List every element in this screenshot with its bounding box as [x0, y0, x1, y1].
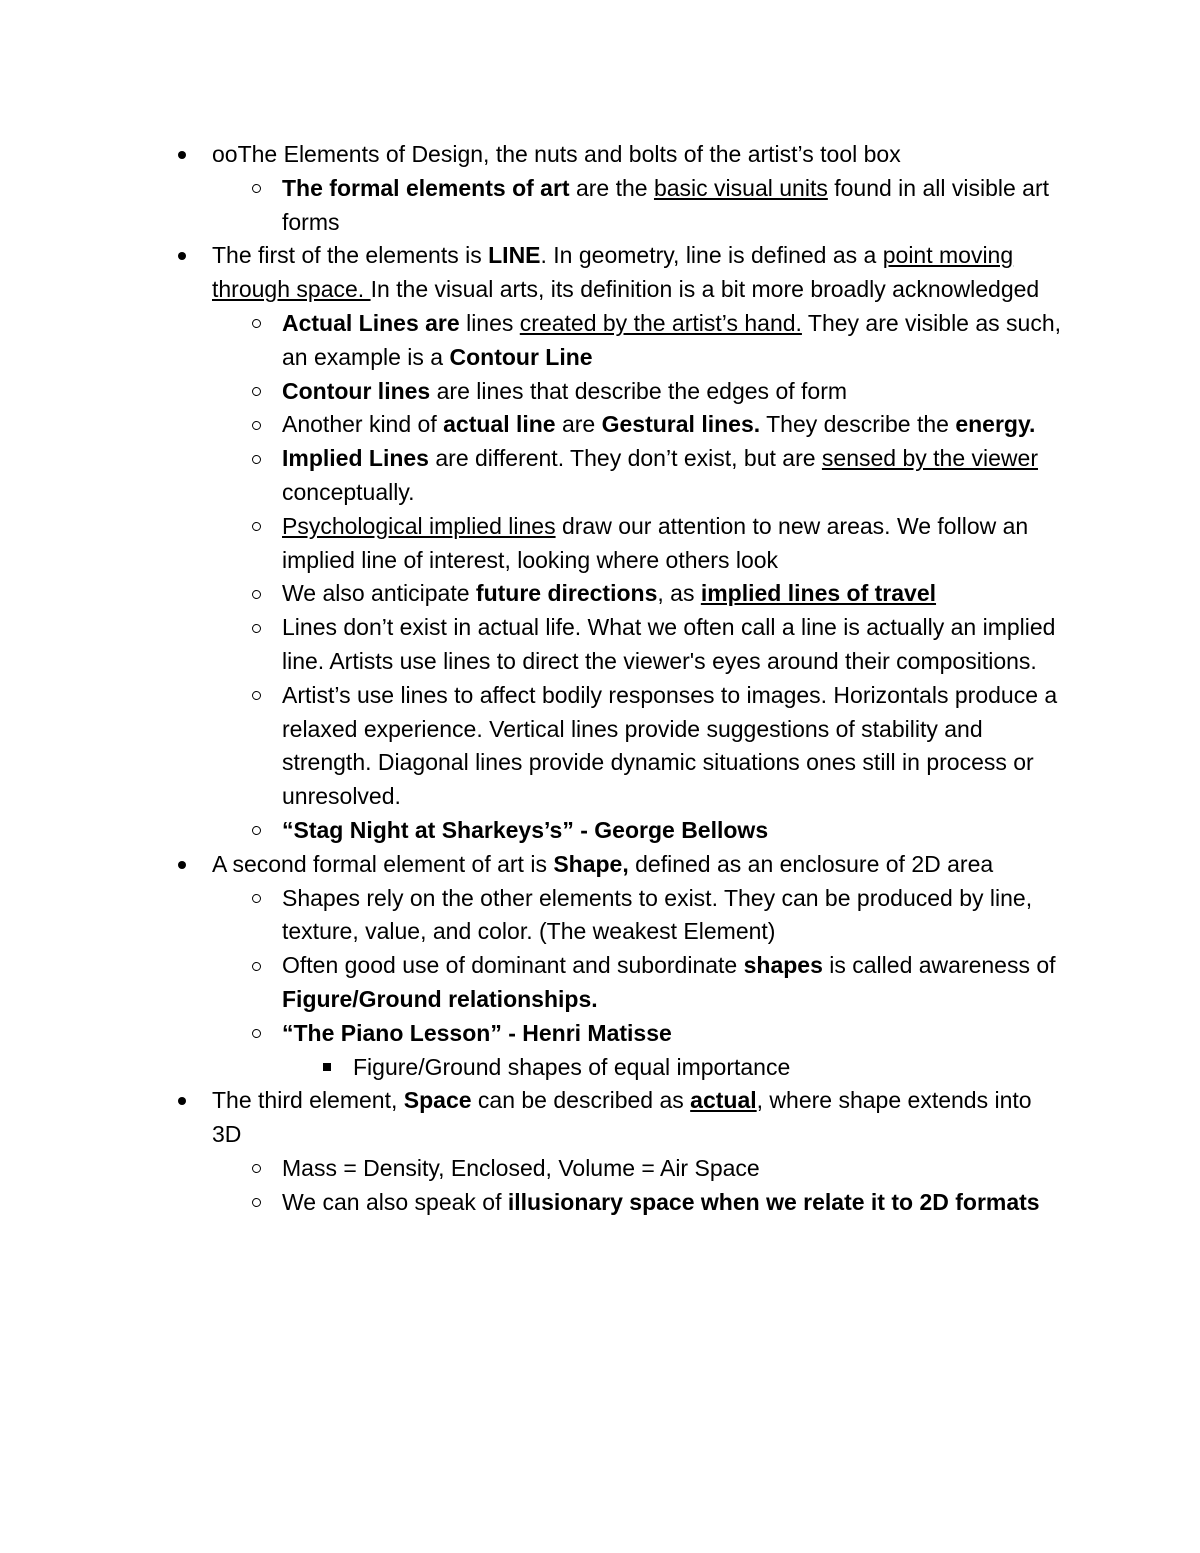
list-item-text: A second formal element of art is Shape, defined as an enclosure of 2D area — [212, 850, 994, 877]
list-item-level-2 — [0, 375, 1062, 409]
list-item-level-2 — [0, 814, 1062, 848]
filled-circle-bullet-icon — [172, 138, 192, 172]
hollow-circle-bullet-icon — [246, 307, 266, 341]
hollow-circle-bullet-icon — [246, 1186, 266, 1220]
list-item-level-2 — [0, 577, 1062, 611]
hollow-circle-bullet-icon — [246, 1017, 266, 1051]
list-item-level-2 — [0, 679, 1062, 814]
list-item-text: Figure/Ground shapes of equal importance — [353, 1053, 791, 1080]
list-item-text: Another kind of actual line are Gestural lines. They describe the energy. — [282, 411, 1036, 438]
list-item-text: Shapes rely on the other elements to exist. They can be produced by line, texture, value, and color. (The weakest Element) — [282, 884, 1033, 945]
list-item-level-1 — [0, 848, 1062, 882]
list-item-text: We also anticipate future directions, as implied lines of travel — [282, 580, 937, 607]
list-item-text: The first of the elements is LINE. In geometry, line is defined as a point moving through space. In the visual arts, its definition is a bit more broadly acknowledged — [212, 242, 1040, 303]
hollow-circle-bullet-icon — [246, 611, 266, 645]
hollow-circle-bullet-icon — [246, 814, 266, 848]
filled-circle-bullet-icon — [172, 848, 192, 882]
list-item-text: Implied Lines are different. They don’t exist, but are sensed by the viewer conceptually. — [282, 445, 1038, 505]
list-item-level-2 — [0, 1152, 1062, 1186]
hollow-circle-bullet-icon — [246, 949, 266, 983]
list-item-level-2 — [0, 510, 1062, 578]
list-item-level-1 — [0, 138, 1062, 172]
list-item-text: Psychological implied lines draw our attention to new areas. We follow an implied line of interest, looking where others look — [282, 512, 1029, 573]
list-item-level-2 — [0, 442, 1062, 510]
list-item-text: The formal elements of art are the basic visual units found in all visible art forms — [282, 174, 1050, 235]
hollow-circle-bullet-icon — [246, 1152, 266, 1186]
list-item-level-1 — [0, 1084, 1062, 1152]
list-item-level-2 — [0, 307, 1062, 375]
list-item-level-3 — [0, 1051, 1062, 1085]
list-item-text: ooThe Elements of Design, the nuts and bolts of the artist’s tool box — [212, 141, 901, 167]
list-item-level-2 — [0, 949, 1062, 1017]
filled-circle-bullet-icon — [172, 1084, 192, 1118]
hollow-circle-bullet-icon — [246, 442, 266, 476]
hollow-circle-bullet-icon — [246, 172, 266, 206]
list-item-text: “The Piano Lesson” - Henri Matisse — [282, 1019, 672, 1046]
list-item-level-2 — [0, 882, 1062, 950]
list-item-level-2 — [0, 408, 1062, 442]
list-item-text: Mass = Density, Enclosed, Volume = Air Space — [282, 1154, 760, 1181]
list-item-level-2 — [0, 172, 1062, 240]
hollow-circle-bullet-icon — [246, 510, 266, 544]
list-item-level-2 — [0, 1186, 1062, 1220]
filled-circle-bullet-icon — [172, 239, 192, 273]
list-item-level-2 — [0, 1017, 1062, 1051]
list-item-text: Artist’s use lines to affect bodily responses to images. Horizontals produce a relaxed experience. Vertical lines provide suggestions of stability and strength. Diagonal lines provide dynamic situations ones still in process or unresolved. — [282, 681, 1058, 810]
list-item-text: We can also speak of illusionary space when we relate it to 2D formats — [282, 1188, 1040, 1215]
list-item-text: “Stag Night at Sharkeys’s” - George Bellows — [282, 816, 769, 843]
filled-square-bullet-icon — [317, 1051, 337, 1085]
list-item-text: Often good use of dominant and subordinate shapes is called awareness of Figure/Ground relationships. — [282, 952, 1056, 1012]
list-item-text: Lines don’t exist in actual life. What we often call a line is actually an implied line. Artists use lines to direct the viewer's eyes around their compositions. — [282, 614, 1056, 674]
list-item-level-1 — [0, 239, 1062, 307]
list-item-level-2 — [0, 611, 1062, 679]
list-item-text: Contour lines are lines that describe the edges of form — [282, 377, 848, 404]
list-item-text: The third element, Space can be described as actual, where shape extends into 3D — [212, 1087, 1032, 1148]
hollow-circle-bullet-icon — [246, 375, 266, 409]
hollow-circle-bullet-icon — [246, 679, 266, 713]
document-body — [0, 138, 1200, 1220]
list-item-text: Actual Lines are lines created by the artist’s hand. They are visible as such, an example is a Contour Line — [282, 309, 1062, 370]
hollow-circle-bullet-icon — [246, 882, 266, 916]
hollow-circle-bullet-icon — [246, 577, 266, 611]
hollow-circle-bullet-icon — [246, 408, 266, 442]
